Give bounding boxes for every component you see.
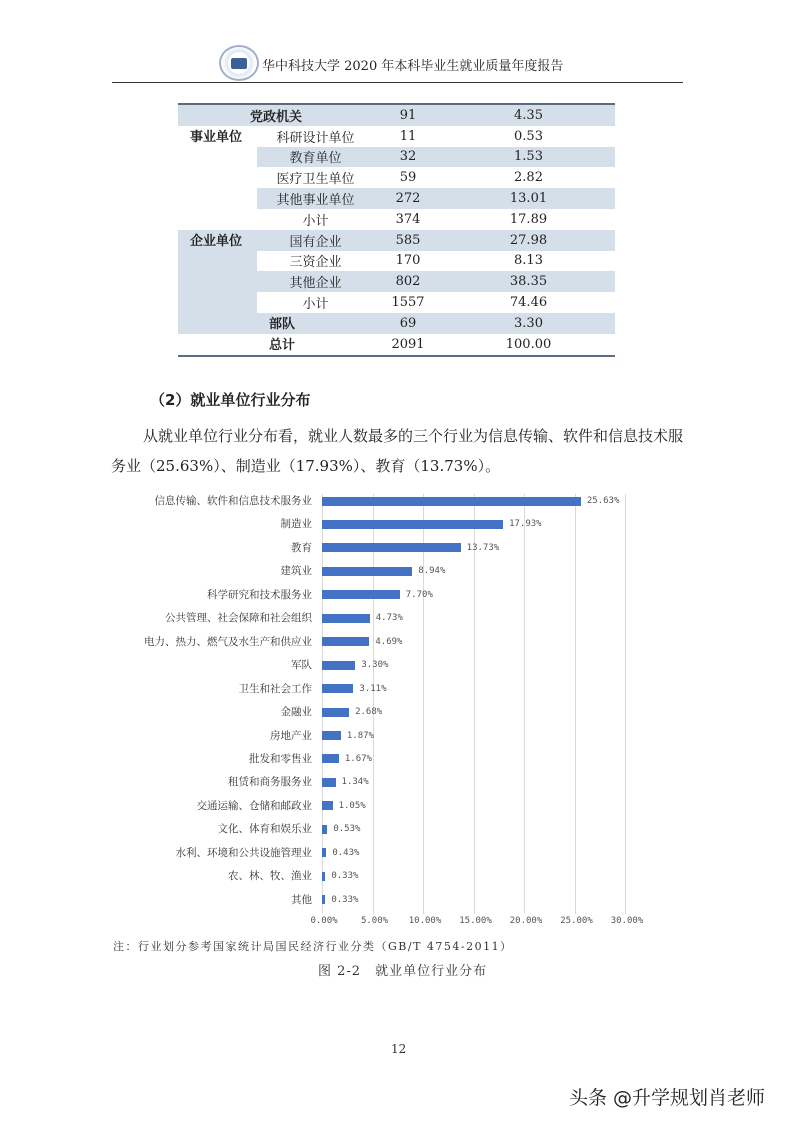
category-label: 科学研究和技术服务业 [207,588,312,601]
row-percent: 0.53 [514,128,543,144]
row-count: 91 [374,104,442,126]
bar [322,801,333,810]
value-label: 8.94% [418,566,446,577]
row-percent: 3.30 [442,313,615,334]
value-label: 1.05% [338,800,366,811]
value-label: 4.73% [375,613,403,624]
table-row [178,292,615,313]
chart-bar-row [100,565,660,577]
table-row [178,126,615,147]
category-label: 交通运输、仓储和邮政业 [196,799,312,812]
table-row [178,147,615,168]
x-tick-label: 0.00% [310,916,338,926]
row-percent: 13.01 [442,188,615,209]
row-percent: 38.35 [442,271,615,292]
value-label: 0.33% [331,894,359,905]
section-heading: （2）就业单位行业分布 [150,391,311,409]
chart-bar-row [100,612,660,624]
row-label: 医疗卫生单位 [276,172,355,188]
category-label: 租赁和商务服务业 [228,776,312,789]
row-percent: 1.53 [442,147,615,168]
bar [322,590,400,599]
table-row [178,167,615,188]
value-label: 1.87% [346,730,374,741]
row-percent: 74.46 [509,295,548,311]
x-tick-label: 30.00% [610,916,644,926]
x-tick-label: 10.00% [408,916,442,926]
table-row [178,313,615,334]
category-label: 水利、环境和公共设施管理业 [175,846,312,859]
x-tick-label: 20.00% [509,916,543,926]
chart-bar-row [100,776,660,788]
bar [322,684,353,693]
employer-type-table [178,103,615,357]
row-count: 374 [395,211,421,227]
row-count: 802 [374,271,442,292]
row-group [178,271,257,292]
category-label: 批发和零售业 [249,752,312,765]
bar [322,872,325,881]
table-row [178,209,615,230]
row-group [178,292,257,313]
x-tick-label: 25.00% [560,916,593,926]
bar [322,661,355,670]
row-label: 总计 [257,334,374,356]
table-row [178,188,615,209]
row-group [178,209,257,230]
chart-note: 注：行业划分参考国家统计局国民经济行业分类（GB/T 4754-2011） [113,940,513,953]
table-row [178,230,615,251]
section-paragraph: 从就业单位行业分布看，就业人数最多的三个行业为信息传输、软件和信息技术服务业（25.63%）、制造业（17.93%）、教育（13.73%）。 [111,427,684,475]
chart-bar-row [100,706,660,718]
value-label: 0.43% [332,847,360,858]
chart-bar-row [100,542,660,554]
row-group [178,313,257,334]
value-label: 17.93% [509,519,542,530]
value-label: 25.63% [586,496,620,506]
bar [322,520,503,529]
row-count: 59 [399,170,417,186]
bar [322,895,325,904]
row-count: 2091 [374,334,442,356]
chart-bar-row [100,823,660,835]
row-group [178,251,257,272]
chart-bar-row [100,683,660,695]
bar [322,567,412,576]
bar [322,754,339,763]
row-label: 小计 [302,297,329,313]
value-label: 3.30% [361,660,389,671]
chart-bar-row [100,495,660,507]
category-label: 教育 [291,541,312,554]
table-row [178,104,615,126]
bar [322,543,461,552]
report-header-title: 华中科技大学 2020 年本科毕业生就业质量年度报告 [262,59,564,74]
bar [322,778,336,787]
row-label: 科研设计单位 [276,130,355,146]
chart-bar-row [100,730,660,742]
row-count: 1557 [391,295,425,311]
row-group [178,188,257,209]
category-label: 建筑业 [280,565,312,578]
category-label: 电力、热力、燃气及水生产和供应业 [144,635,312,648]
page-number: 12 [391,1042,407,1056]
row-percent: 8.13 [514,253,543,269]
bar [322,708,349,717]
row-group [178,167,257,188]
row-percent: 100.00 [442,334,615,356]
chart-bar-row [100,800,660,812]
value-label: 7.70% [405,589,433,600]
row-count: 170 [395,253,421,269]
header-divider [112,82,683,83]
row-percent: 27.98 [442,230,615,251]
bar [322,637,369,646]
row-label: 其他事业单位 [257,188,374,209]
category-label: 制造业 [280,518,312,531]
row-group: 企业单位 [178,230,257,251]
value-label: 13.73% [466,542,500,553]
value-label: 4.69% [375,636,403,647]
university-seal-icon [219,45,259,81]
x-tick-label: 5.00% [360,916,389,926]
category-label: 文化、体育和娱乐业 [217,823,312,836]
row-count: 585 [374,230,442,251]
chart-bar-row [100,589,660,601]
chart-bar-row [100,753,660,765]
table-row [178,334,615,356]
row-group: 事业单位 [190,129,243,145]
row-label: 三资企业 [289,255,342,271]
chart-bar-row [100,636,660,648]
value-label: 0.33% [331,871,359,882]
bar [322,497,581,506]
category-label: 房地产业 [270,729,312,742]
category-label: 军队 [291,659,312,672]
table-row [178,271,615,292]
value-label: 3.11% [359,683,387,694]
chart-bar-row [100,518,660,530]
category-label: 公共管理、社会保障和社会组织 [165,612,312,625]
row-group [178,334,257,356]
row-label: 党政机关 [178,104,374,126]
row-label: 国有企业 [257,230,374,251]
watermark: 头条 @升学规划肖老师 [569,1087,766,1109]
category-label: 农、林、牧、渔业 [228,870,312,883]
category-label: 金融业 [280,706,312,719]
row-label: 教育单位 [257,147,374,168]
value-label: 0.53% [333,824,361,835]
bar [322,614,370,623]
value-label: 2.68% [355,707,383,718]
row-label: 其他企业 [257,271,374,292]
chart-bar-row [100,894,660,906]
row-group [178,147,257,168]
row-count: 32 [374,147,442,168]
row-count: 69 [374,313,442,334]
value-label: 1.34% [341,777,369,788]
row-percent: 4.35 [442,104,615,126]
figure-caption: 图 2-2 就业单位行业分布 [318,964,488,979]
chart-bar-row [100,847,660,859]
category-label: 信息传输、软件和信息技术服务业 [154,495,312,507]
row-count: 272 [374,188,442,209]
category-label: 其他 [291,893,312,906]
row-percent: 2.82 [514,170,543,186]
bar [322,825,327,834]
row-percent: 17.89 [509,211,548,227]
industry-bar-chart [100,488,660,928]
bar [322,731,341,740]
value-label: 1.67% [344,753,372,764]
category-label: 卫生和社会工作 [238,682,312,695]
row-label: 小计 [302,213,329,229]
chart-bar-row [100,659,660,671]
chart-bar-row [100,870,660,882]
table-row [178,251,615,272]
bar [322,848,326,857]
row-count: 11 [399,128,417,144]
row-label: 部队 [257,313,374,334]
x-tick-label: 15.00% [459,916,492,926]
